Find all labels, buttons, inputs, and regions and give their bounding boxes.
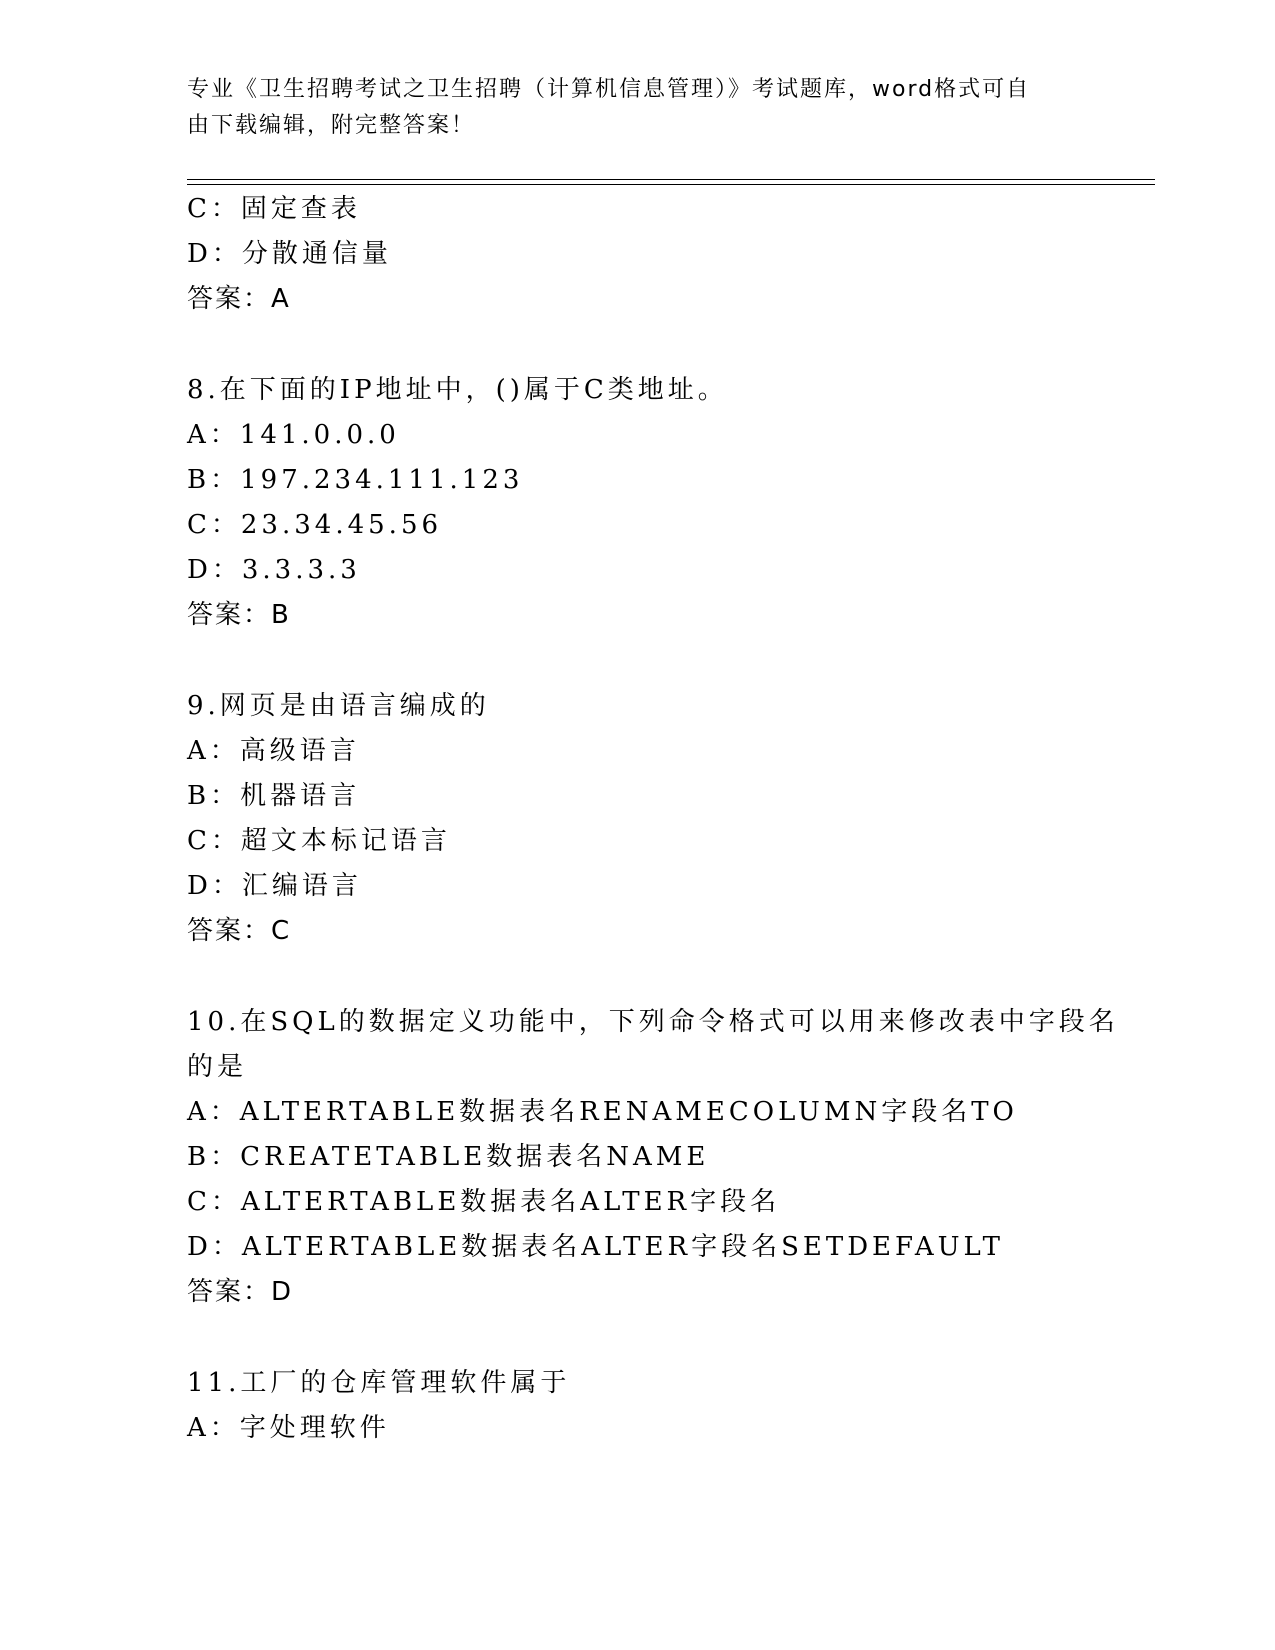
q8-answer: 答案：B	[187, 600, 291, 630]
q9-option-d: D：汇编语言	[187, 871, 362, 901]
q8-option-b: B：197.234.111.123	[187, 465, 524, 495]
q11-question: 11.工厂的仓库管理软件属于	[187, 1368, 571, 1398]
prev-answer: 答案：A	[187, 284, 291, 314]
q10-option-b: B：CREATETABLE数据表名NAME	[187, 1142, 710, 1172]
q10-question-line-1: 10.在SQL的数据定义功能中，下列命令格式可以用来修改表中字段名	[187, 1007, 1119, 1037]
q9-option-b: B：机器语言	[187, 781, 361, 811]
header-divider-bottom	[187, 184, 1155, 185]
q9-question: 9.网页是由语言编成的	[187, 691, 490, 721]
prev-option-c: C：固定查表	[187, 194, 361, 224]
q10-question-line-2: 的是	[187, 1052, 248, 1082]
q10-option-d: D：ALTERTABLE数据表名ALTER字段名SETDEFAULT	[187, 1232, 1004, 1262]
header-divider-top	[187, 179, 1155, 180]
q9-answer: 答案：C	[187, 916, 292, 946]
document-header	[187, 72, 1087, 144]
q10-option-c: C：ALTERTABLE数据表名ALTER字段名	[187, 1187, 781, 1217]
q8-option-a: A：141.0.0.0	[187, 420, 400, 450]
q9-option-c: C：超文本标记语言	[187, 826, 451, 856]
prev-option-d: D：分散通信量	[187, 239, 392, 269]
q10-answer: 答案：D	[187, 1277, 294, 1307]
q8-option-d: D：3.3.3.3	[187, 555, 361, 585]
q9-option-a: A：高级语言	[187, 736, 360, 766]
header-line-1: 专业《卫生招聘考试之卫生招聘（计算机信息管理）》考试题库，word格式可自	[187, 77, 1031, 102]
q10-option-a: A：ALTERTABLE数据表名RENAMECOLUMN字段名TO	[187, 1097, 1018, 1127]
header-line-2: 由下载编辑，附完整答案！	[187, 113, 476, 138]
q8-option-c: C：23.34.45.56	[187, 510, 443, 540]
q8-question: 8.在下面的IP地址中，()属于C类地址。	[187, 375, 728, 405]
q11-option-a: A：字处理软件	[187, 1413, 390, 1443]
